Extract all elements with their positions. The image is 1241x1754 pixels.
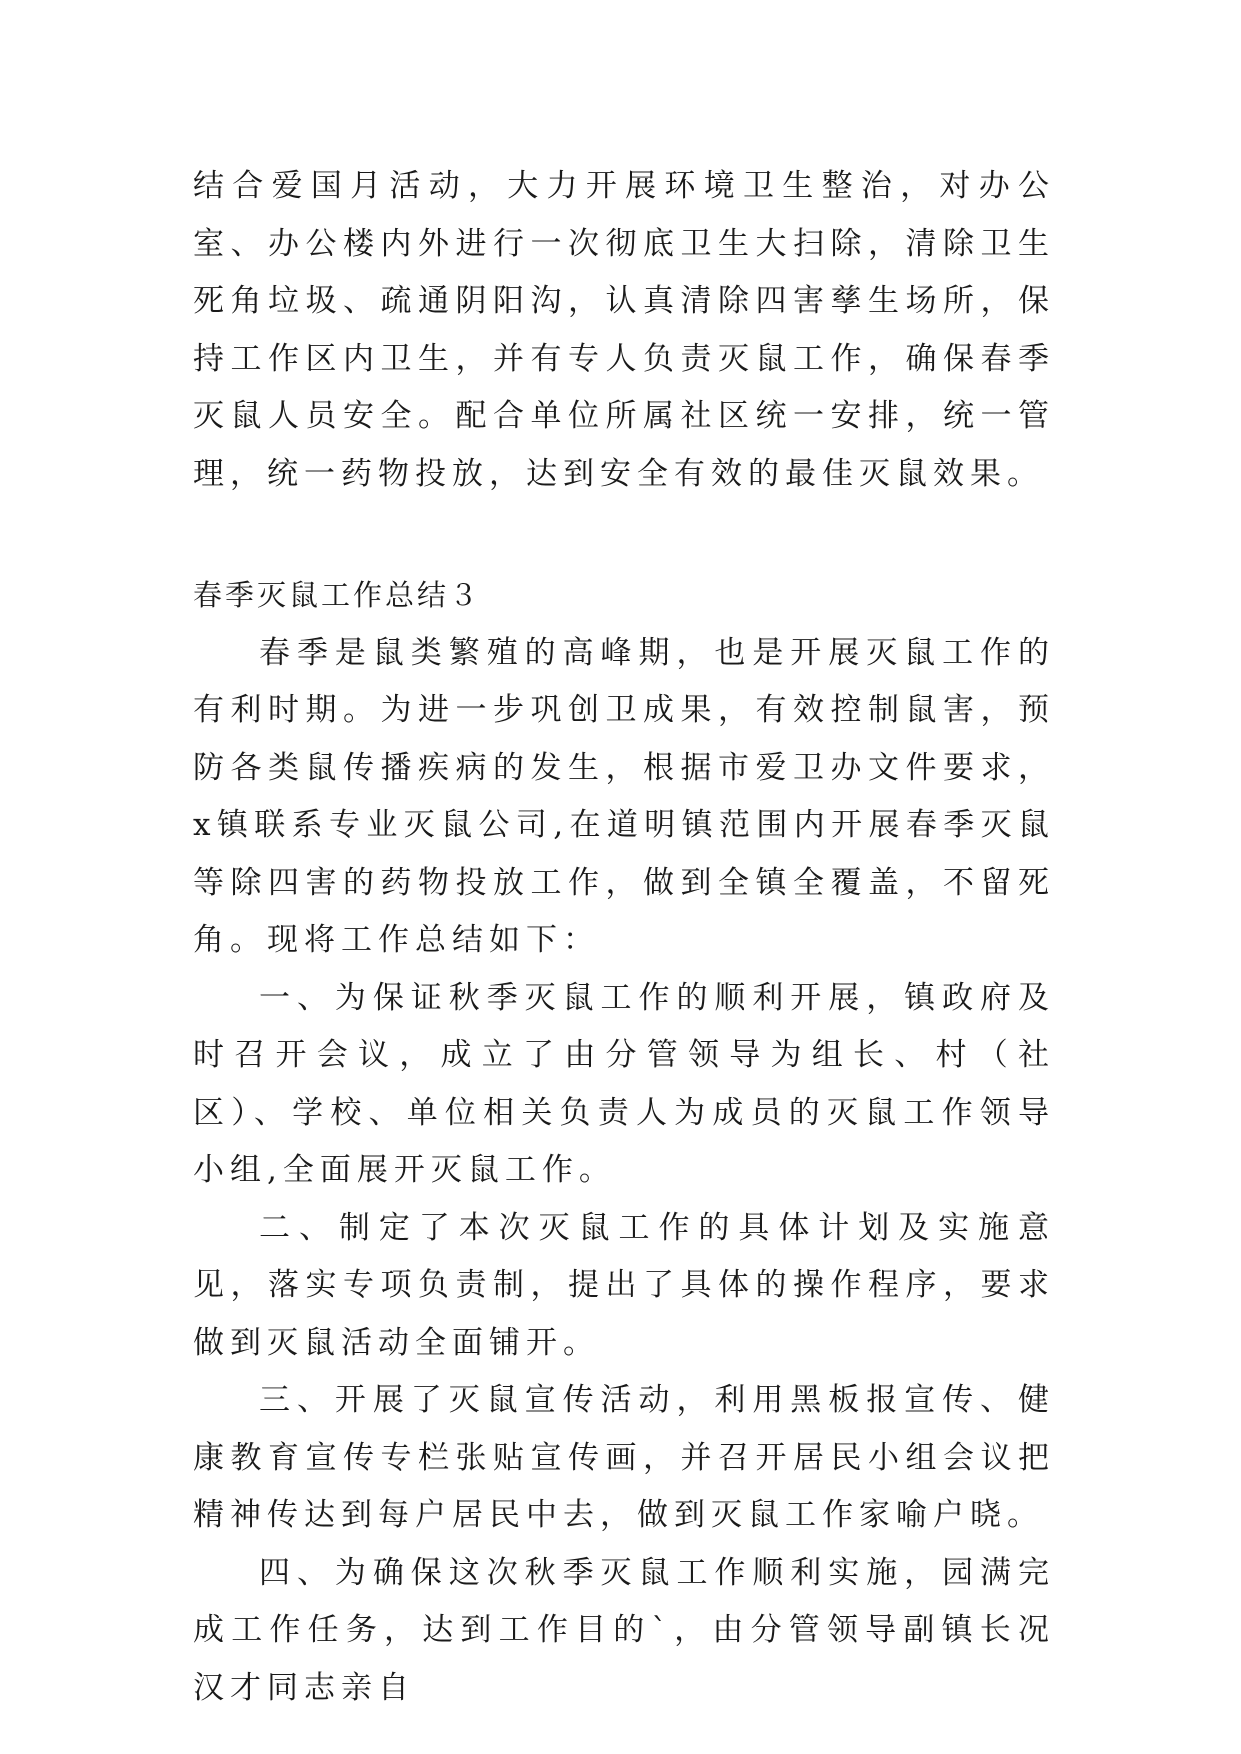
intro-section — [193, 158, 1055, 503]
paragraph: 春季是鼠类繁殖的高峰期，也是开展灭鼠工作的有利时期。为进一步巩创卫成果，有效控制鼠害，预防各类鼠传播疾病的发生，根据市爱卫办文件要求，x镇联系专业灭鼠公司,在道明镇范围内开展春季灭鼠等除四害的药物投放工作，做到全镇全覆盖，不留死角。现将工作总结如下： — [193, 634, 1055, 958]
paragraph: 二、制定了本次灭鼠工作的具体计划及实施意见，落实专项负责制，提出了具体的操作程序，要求做到灭鼠活动全面铺开。 — [193, 1209, 1055, 1361]
section-title: 春季灭鼠工作总结３ — [193, 578, 482, 612]
paragraph: 四、为确保这次秋季灭鼠工作顺利实施，园满完成工作任务，达到工作目的`，由分管领导副镇长况汉才同志亲自 — [193, 1554, 1055, 1706]
summary-section — [193, 567, 1055, 1717]
intro-paragraph: 结合爱国月活动，大力开展环境卫生整治，对办公室、办公楼内外进行一次彻底卫生大扫除，清除卫生死角垃圾、疏通阴阳沟，认真清除四害孳生场所，保持工作区内卫生，并有专人负责灭鼠工作，确保春季灭鼠人员安全。配合单位所属社区统一安排，统一管理，统一药物投放，达到安全有效的最佳灭鼠效果。 — [193, 168, 1055, 492]
paragraph: 三、开展了灭鼠宣传活动，利用黑板报宣传、健康教育宣传专栏张贴宣传画，并召开居民小组会议把精神传达到每户居民中去，做到灭鼠工作家喻户晓。 — [193, 1382, 1055, 1533]
paragraph: 一、为保证秋季灭鼠工作的顺利开展，镇政府及时召开会议，成立了由分管领导为组长、村（社区）、学校、单位相关负责人为成员的灭鼠工作领导小组,全面展开灭鼠工作。 — [193, 979, 1055, 1188]
